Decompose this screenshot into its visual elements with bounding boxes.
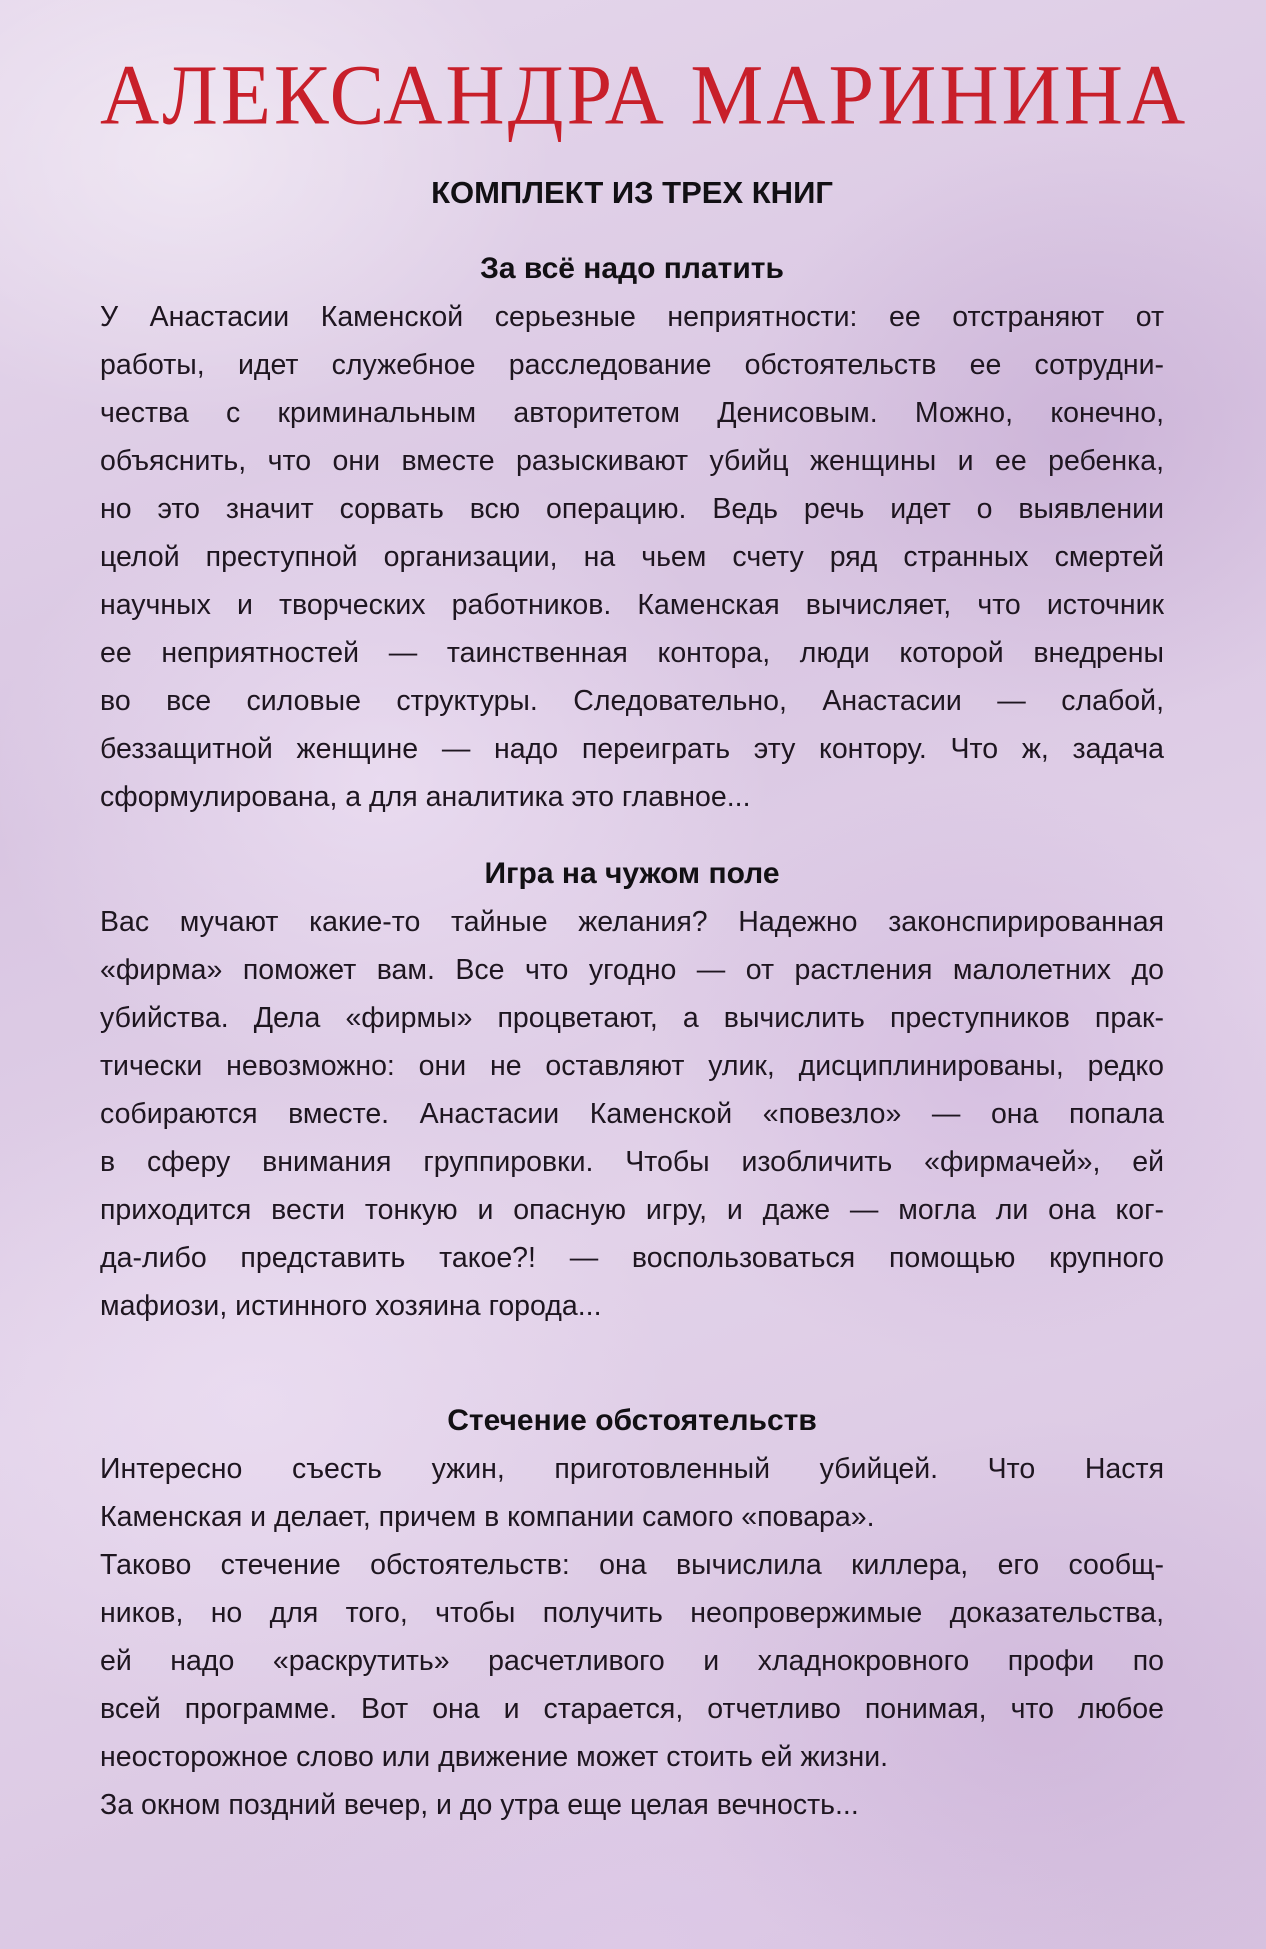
text-line: Каменская и делает, причем в компании самого «повара». (100, 1501, 875, 1534)
text-line: всей программе. Вот она и старается, отчетливо понимая, что любое (100, 1693, 1164, 1726)
text-line: чества с криминальным авторитетом Денисовым. Можно, конечно, (100, 397, 1164, 430)
text-line: мафиози, истинного хозяина города... (100, 1290, 602, 1323)
text-line: во все силовые структуры. Следовательно, Анастасии — слабой, (100, 685, 1164, 718)
text-line: работы, идет служебное расследование обстоятельств ее сотрудни- (100, 349, 1164, 382)
text-line: в сферу внимания группировки. Чтобы изобличить «фирмачей», ей (100, 1146, 1164, 1179)
text-line: Интересно съесть ужин, приготовленный убийцей. Что Настя (100, 1453, 1164, 1486)
text-line: ей надо «раскрутить» расчетливого и хладнокровного профи по (100, 1645, 1164, 1678)
book-2-annotation (100, 898, 1164, 1330)
text-line: целой преступной организации, на чьем счету ряд странных смертей (100, 541, 1164, 574)
text-line: ее неприятностей — таинственная контора, люди которой внедрены (100, 637, 1164, 670)
book-1 (100, 245, 1164, 821)
text-line: «фирма» поможет вам. Все что угодно — от растления малолетних до (100, 954, 1164, 987)
text-line: объяснить, что они вместе разыскивают убийц женщины и ее ребенка, (100, 445, 1164, 478)
text-line: Таково стечение обстоятельств: она вычислила киллера, его сообщ- (100, 1549, 1164, 1582)
book-1-title: За всё надо платить (480, 252, 784, 286)
text-line: Вас мучают какие-то тайные желания? Надежно законспирированная (100, 906, 1164, 939)
author-name: АЛЕКСАНДРА МАРИНИНА (100, 46, 1189, 143)
book-3 (100, 1397, 1164, 1829)
text-line: собираются вместе. Анастасии Каменской «повезло» — она попала (100, 1098, 1164, 1131)
book-2 (100, 850, 1164, 1330)
text-line: да-либо представить такое?! — воспользоваться помощью крупного (100, 1242, 1164, 1275)
text-line: сформулирована, а для аналитика это главное... (100, 781, 751, 814)
book-2-title: Игра на чужом поле (484, 857, 780, 891)
book-3-annotation (100, 1445, 1164, 1829)
book-cover-back (100, 0, 1189, 1829)
book-1-annotation (100, 293, 1164, 821)
text-line: У Анастасии Каменской серьезные неприятности: ее отстраняют от (100, 301, 1164, 334)
text-line: тически невозможно: они не оставляют улик, дисциплинированы, редко (100, 1050, 1164, 1083)
text-line: но это значит сорвать всю операцию. Ведь речь идет о выявлении (100, 493, 1164, 526)
text-line: беззащитной женщине — надо переиграть эту контору. Что ж, задача (100, 733, 1164, 766)
text-line: ников, но для того, чтобы получить неопровержимые доказательства, (100, 1597, 1164, 1630)
text-line: неосторожное слово или движение может стоить ей жизни. (100, 1741, 889, 1774)
text-line: убийства. Дела «фирмы» процветают, а вычислить преступников прак- (100, 1002, 1164, 1035)
text-line: За окном поздний вечер, и до утра еще целая вечность... (100, 1789, 859, 1822)
book-3-title: Стечение обстоятельств (447, 1404, 817, 1438)
text-line: приходится вести тонкую и опасную игру, и даже — могла ли она ког- (100, 1194, 1164, 1227)
collection-subtitle: КОМПЛЕКТ ИЗ ТРЕХ КНИГ (431, 175, 833, 210)
text-line: научных и творческих работников. Каменская вычисляет, что источник (100, 589, 1164, 622)
